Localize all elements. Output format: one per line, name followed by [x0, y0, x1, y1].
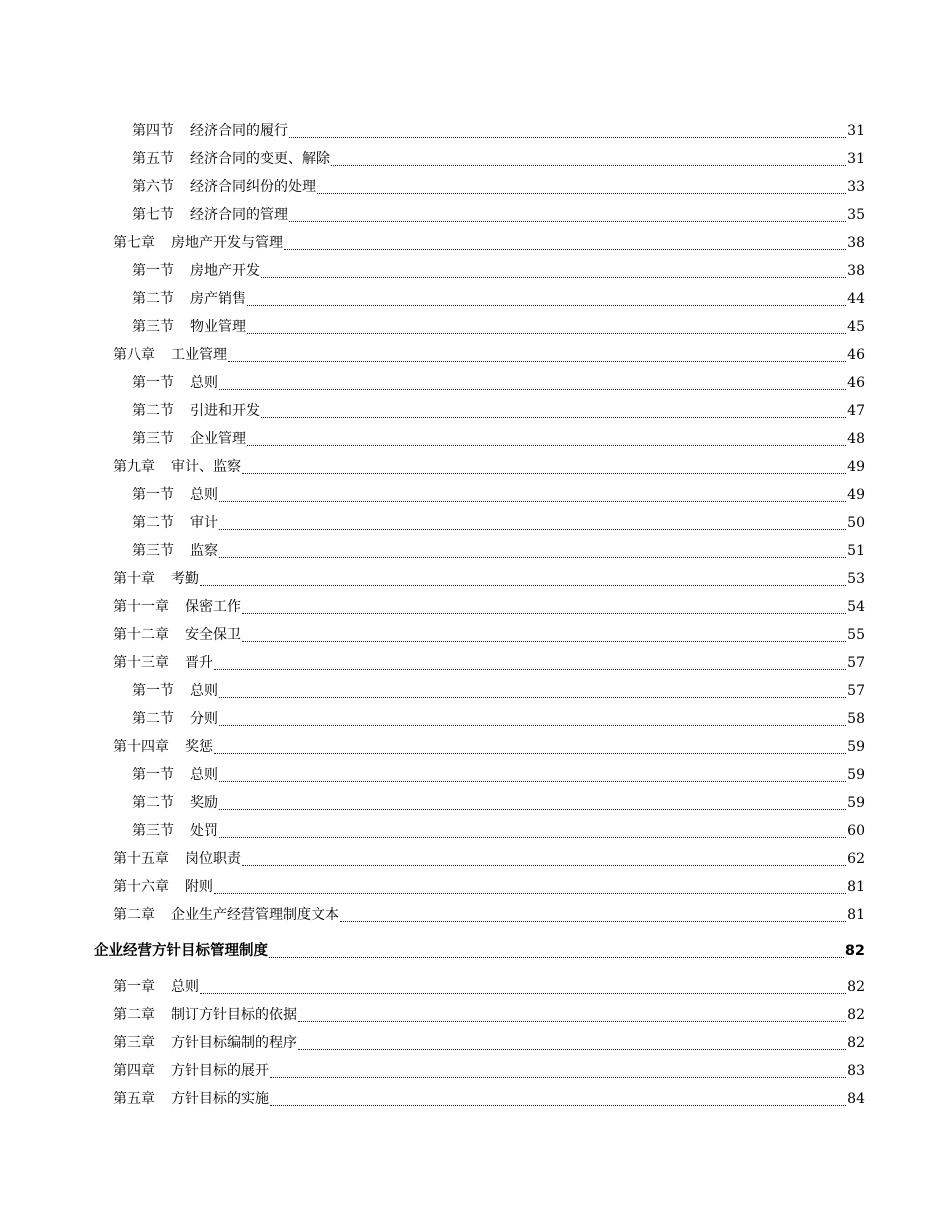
toc-page-number: 58: [847, 711, 865, 727]
toc-number: 第十四章: [113, 739, 169, 755]
toc-number: 第三章: [113, 1035, 155, 1051]
toc-title: 分则: [190, 711, 218, 727]
toc-number: 第四章: [113, 1063, 155, 1079]
toc-title: 方针目标的展开: [171, 1063, 269, 1079]
toc-page-number: 38: [847, 235, 865, 251]
toc-title: 引进和开发: [190, 403, 260, 419]
dot-leader: [219, 697, 846, 698]
toc-page-number: 35: [847, 207, 865, 223]
dot-leader: [261, 417, 846, 418]
toc-page-number: 82: [847, 979, 865, 995]
toc-section[interactable]: [0, 509, 865, 537]
toc-chapter[interactable]: [0, 229, 865, 257]
dot-leader: [242, 641, 846, 642]
dot-leader: [219, 557, 846, 558]
toc-title: 监察: [190, 543, 218, 559]
dot-leader: [289, 137, 846, 138]
dot-leader: [317, 193, 846, 194]
toc-title: 考勤: [171, 571, 199, 587]
toc-page-number: 44: [847, 291, 865, 307]
toc-section[interactable]: [0, 257, 865, 285]
toc-section[interactable]: [0, 817, 865, 845]
toc-page-number: 50: [847, 515, 865, 531]
toc-title: 审计、监察: [171, 459, 241, 475]
toc-title: 保密工作: [185, 599, 241, 615]
toc-title: 制订方针目标的依据: [171, 1007, 297, 1023]
table-of-contents: [0, 117, 950, 1113]
dot-leader: [269, 957, 844, 958]
toc-page-number: 59: [847, 739, 865, 755]
toc-number: 第一节: [132, 683, 174, 699]
dot-leader: [247, 445, 846, 446]
toc-title: 总则: [171, 979, 199, 995]
toc-title: 物业管理: [190, 319, 246, 335]
toc-section[interactable]: [0, 201, 865, 229]
toc-number: 第二章: [113, 907, 155, 923]
toc-section[interactable]: [0, 173, 865, 201]
toc-title: 总则: [190, 683, 218, 699]
toc-number: 第二节: [132, 515, 174, 531]
toc-section[interactable]: [0, 369, 865, 397]
toc-title: 房地产开发与管理: [171, 235, 283, 251]
dot-leader: [219, 725, 846, 726]
toc-section[interactable]: [0, 397, 865, 425]
toc-page-number: 82: [847, 1007, 865, 1023]
toc-title: 奖励: [190, 795, 218, 811]
toc-title: 企业生产经营管理制度文本: [171, 907, 339, 923]
dot-leader: [214, 753, 846, 754]
dot-leader: [219, 389, 846, 390]
toc-page-number: 81: [847, 907, 865, 923]
toc-page-number: 59: [847, 767, 865, 783]
toc-chapter[interactable]: [0, 901, 865, 929]
toc-page-number: 31: [847, 151, 865, 167]
toc-title: 岗位职责: [185, 851, 241, 867]
toc-page-number: 46: [847, 375, 865, 391]
toc-number: 第十三章: [113, 655, 169, 671]
toc-number: 第九章: [113, 459, 155, 475]
toc-number: 第二节: [132, 795, 174, 811]
toc-section[interactable]: [0, 145, 865, 173]
toc-section[interactable]: [0, 313, 865, 341]
toc-section[interactable]: [0, 761, 865, 789]
toc-page-number: 82: [844, 943, 865, 959]
toc-title: 附则: [185, 879, 213, 895]
toc-chapter[interactable]: [0, 649, 865, 677]
toc-number: 第一节: [132, 263, 174, 279]
dot-leader: [298, 1021, 846, 1022]
dot-leader: [214, 669, 846, 670]
toc-chapter[interactable]: [0, 1001, 865, 1029]
toc-title: 处罚: [190, 823, 218, 839]
toc-title: 方针目标的实施: [171, 1091, 269, 1107]
toc-number: 第一节: [132, 767, 174, 783]
toc-title: 总则: [190, 487, 218, 503]
toc-chapter[interactable]: [0, 1057, 865, 1085]
toc-number: 第三节: [132, 319, 174, 335]
toc-page-number: 55: [847, 627, 865, 643]
toc-title: 审计: [190, 515, 218, 531]
toc-number: 第二节: [132, 711, 174, 727]
dot-leader: [298, 1049, 846, 1050]
toc-number: 第十一章: [113, 599, 169, 615]
toc-page-number: 38: [847, 263, 865, 279]
toc-chapter[interactable]: [0, 621, 865, 649]
toc-title: 企业管理: [190, 431, 246, 447]
toc-title: 奖惩: [185, 739, 213, 755]
toc-number: 第七章: [113, 235, 155, 251]
toc-page-number: 31: [847, 123, 865, 139]
toc-section[interactable]: [0, 789, 865, 817]
toc-page-number: 49: [847, 459, 865, 475]
dot-leader: [340, 921, 846, 922]
toc-number: 第一节: [132, 487, 174, 503]
toc-page-number: 83: [847, 1063, 865, 1079]
toc-chapter[interactable]: [0, 453, 865, 481]
toc-section[interactable]: [0, 117, 865, 145]
toc-number: 第三节: [132, 543, 174, 559]
toc-heading[interactable]: [0, 929, 865, 973]
toc-page-number: 53: [847, 571, 865, 587]
toc-page-number: 81: [847, 879, 865, 895]
toc-page-number: 47: [847, 403, 865, 419]
dot-leader: [247, 333, 846, 334]
dot-leader: [219, 781, 846, 782]
toc-title: 总则: [190, 375, 218, 391]
toc-chapter[interactable]: [0, 593, 865, 621]
toc-title: 经济合同的变更、解除: [190, 151, 330, 167]
toc-chapter[interactable]: [0, 341, 865, 369]
toc-page-number: 82: [847, 1035, 865, 1051]
toc-page-number: 59: [847, 795, 865, 811]
toc-title: 工业管理: [171, 347, 227, 363]
toc-number: 第十五章: [113, 851, 169, 867]
toc-number: 第五章: [113, 1091, 155, 1107]
dot-leader: [219, 809, 846, 810]
toc-number: 第二章: [113, 1007, 155, 1023]
toc-chapter[interactable]: [0, 845, 865, 873]
toc-number: 第十二章: [113, 627, 169, 643]
toc-chapter[interactable]: [0, 565, 865, 593]
toc-title: 经济合同的履行: [190, 123, 288, 139]
dot-leader: [284, 249, 846, 250]
toc-chapter[interactable]: [0, 973, 865, 1001]
toc-section[interactable]: [0, 425, 865, 453]
toc-number: 第二节: [132, 291, 174, 307]
dot-leader: [219, 837, 846, 838]
toc-number: 第七节: [132, 207, 174, 223]
toc-section[interactable]: [0, 285, 865, 313]
dot-leader: [261, 277, 846, 278]
toc-section[interactable]: [0, 677, 865, 705]
toc-page-number: 57: [847, 655, 865, 671]
toc-page-number: 57: [847, 683, 865, 699]
toc-number: 第十章: [113, 571, 155, 587]
dot-leader: [289, 221, 846, 222]
toc-page-number: 51: [847, 543, 865, 559]
toc-number: 第三节: [132, 823, 174, 839]
dot-leader: [242, 865, 846, 866]
toc-title: 经济合同纠份的处理: [190, 179, 316, 195]
toc-page-number: 84: [847, 1091, 865, 1107]
toc-section[interactable]: [0, 705, 865, 733]
toc-page-number: 45: [847, 319, 865, 335]
toc-title: 经济合同的管理: [190, 207, 288, 223]
dot-leader: [228, 361, 846, 362]
dot-leader: [219, 501, 846, 502]
toc-chapter[interactable]: [0, 733, 865, 761]
toc-section[interactable]: [0, 481, 865, 509]
toc-title: 房地产开发: [190, 263, 260, 279]
toc-title: 房产销售: [190, 291, 246, 307]
toc-chapter[interactable]: [0, 1085, 865, 1113]
toc-page-number: 54: [847, 599, 865, 615]
toc-page-number: 49: [847, 487, 865, 503]
toc-title: 安全保卫: [185, 627, 241, 643]
toc-title: 总则: [190, 767, 218, 783]
dot-leader: [242, 473, 846, 474]
toc-page-number: 62: [847, 851, 865, 867]
dot-leader: [270, 1077, 846, 1078]
toc-section[interactable]: [0, 537, 865, 565]
toc-number: 第五节: [132, 151, 174, 167]
toc-page-number: 60: [847, 823, 865, 839]
toc-title: 晋升: [185, 655, 213, 671]
dot-leader: [200, 993, 846, 994]
dot-leader: [200, 585, 846, 586]
dot-leader: [247, 305, 846, 306]
toc-number: 第一节: [132, 375, 174, 391]
dot-leader: [331, 165, 846, 166]
toc-title: 方针目标编制的程序: [171, 1035, 297, 1051]
toc-chapter[interactable]: [0, 873, 865, 901]
toc-number: 第三节: [132, 431, 174, 447]
toc-chapter[interactable]: [0, 1029, 865, 1057]
toc-number: 第一章: [113, 979, 155, 995]
toc-page-number: 46: [847, 347, 865, 363]
dot-leader: [242, 613, 846, 614]
dot-leader: [270, 1105, 846, 1106]
toc-number: 第六节: [132, 179, 174, 195]
dot-leader: [214, 893, 846, 894]
toc-title: 企业经营方针目标管理制度: [94, 943, 268, 959]
toc-page-number: 48: [847, 431, 865, 447]
toc-number: 第二节: [132, 403, 174, 419]
toc-number: 第八章: [113, 347, 155, 363]
toc-number: 第四节: [132, 123, 174, 139]
dot-leader: [219, 529, 846, 530]
toc-page-number: 33: [847, 179, 865, 195]
toc-number: 第十六章: [113, 879, 169, 895]
